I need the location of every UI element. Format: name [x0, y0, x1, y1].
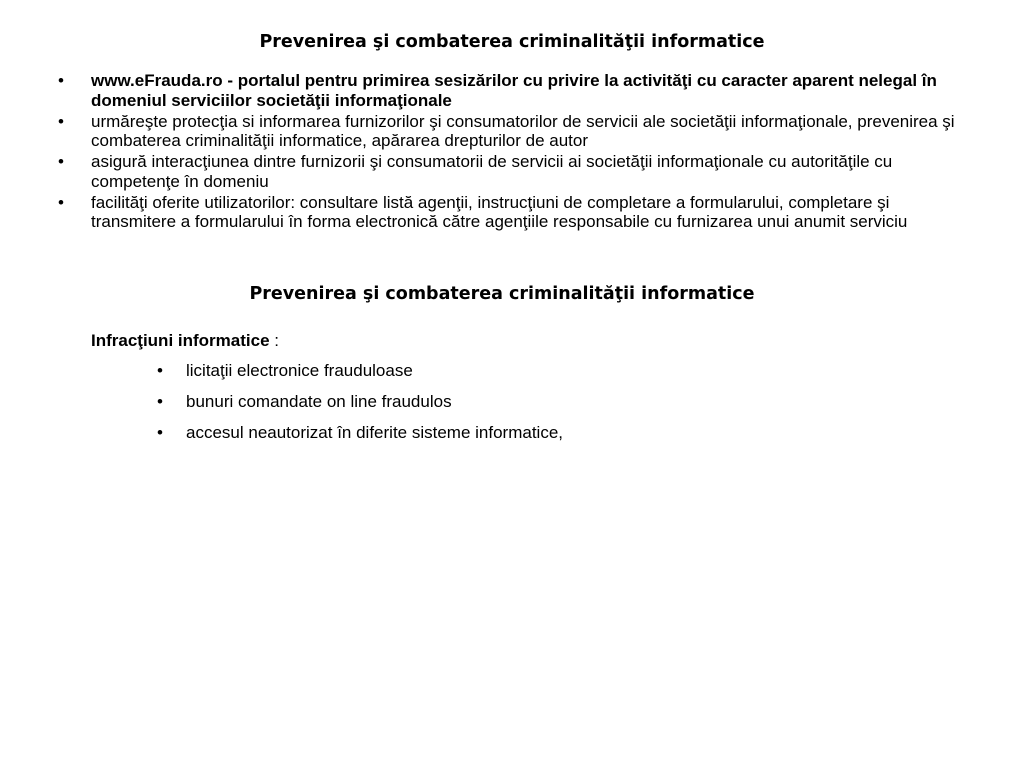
offense-text: licitaţii electronice frauduloase — [186, 361, 413, 380]
offense-item — [91, 360, 971, 382]
bullet-text: asigură interacţiunea dintre furnizorii şi consumatorii de servicii ai societăţii informaţionale cu autorităţile cu competenţe în domeniu — [91, 152, 893, 191]
offense-text: bunuri comandate on line fraudulos — [186, 392, 452, 411]
bullet-item — [58, 71, 958, 110]
bullet-marker: • — [157, 423, 163, 442]
offenses-heading — [91, 330, 971, 352]
offense-text: accesul neautorizat în diferite sisteme informatice, — [186, 423, 564, 442]
offenses-heading-label: Infracţiuni informatice — [91, 331, 270, 350]
bullet-marker: • — [157, 392, 163, 411]
bullet-item — [58, 152, 958, 191]
section-title: Prevenirea şi combaterea criminalităţii informatice — [249, 284, 755, 304]
offense-item — [91, 422, 971, 444]
bullet-item — [58, 112, 958, 151]
offense-item — [91, 391, 971, 413]
bullet-list — [58, 71, 958, 233]
page-title: Prevenirea şi combaterea criminalităţii informatice — [259, 32, 765, 52]
bullet-marker: • — [157, 361, 163, 380]
offenses-list — [91, 360, 971, 444]
bullet-marker: • — [58, 192, 64, 212]
bullet-text: facilităţi oferite utilizatorilor: consultare listă agenţii, instrucţiuni de completare a formularului, completare şi transmitere a formularului în forma electronică către agenţiile responsabile cu furnizarea unui anumit serviciu — [91, 192, 908, 231]
bullet-marker: • — [58, 111, 64, 131]
bullet-text: urmăreşte protecţia si informarea furnizorilor şi consumatorilor de servicii ale societăţii informaţionale, prevenirea şi combaterea criminalităţii informatice, apărarea drepturilor de autor — [91, 111, 955, 150]
bullet-item — [58, 193, 958, 232]
bullet-marker: • — [58, 71, 64, 90]
bullet-marker: • — [58, 152, 64, 171]
bullet-text: www.eFrauda.ro - portalul pentru primirea sesizărilor cu privire la activităţi cu caracter aparent nelegal în domeniul serviciilor societăţii informaţionale — [91, 71, 937, 110]
offenses-heading-colon: : — [269, 331, 279, 350]
offenses-section — [91, 330, 971, 453]
